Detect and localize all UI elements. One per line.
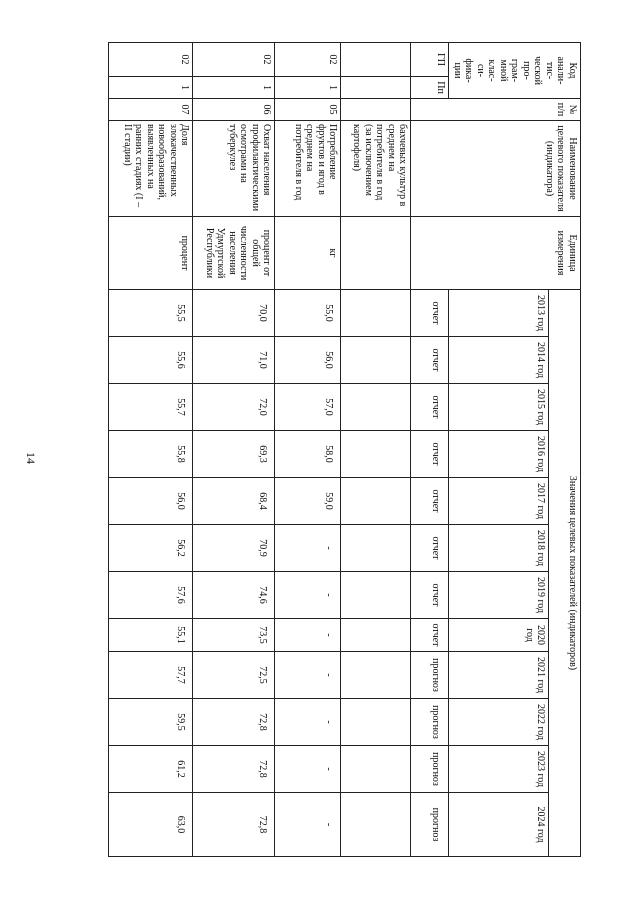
value-cell: 70,9	[193, 525, 275, 572]
value-cell: 69,3	[193, 431, 275, 478]
value-cell: 59,0	[275, 478, 341, 525]
status-cell: отчет	[411, 619, 449, 652]
year-header: 2014 год	[449, 337, 549, 384]
value-cell	[341, 793, 411, 857]
value-cell: -	[275, 746, 341, 793]
name-cell: бахчевых культур в среднем на потребителя в год (за исключением картофеля)	[341, 121, 411, 217]
gp-cell: 02	[109, 43, 193, 77]
value-cell: 55,1	[109, 619, 193, 652]
code-line: мной	[498, 59, 509, 82]
value-cell	[341, 384, 411, 431]
value-cell	[341, 699, 411, 746]
value-cell: -	[275, 652, 341, 699]
pp-cell	[341, 77, 411, 99]
unit-cell: процент	[109, 217, 193, 290]
year-header: 2023 год	[449, 746, 549, 793]
value-cell: 61,2	[109, 746, 193, 793]
value-cell	[341, 746, 411, 793]
status-cell: отчет	[411, 431, 449, 478]
name-cell: Потребление фруктов и ягод в среднем на потребителя в год	[275, 121, 341, 217]
header-pp: Пп	[411, 77, 449, 99]
header-name: Наименование целевого показателя (индикатора)	[411, 121, 581, 217]
year-header: 2013 год	[449, 290, 549, 337]
num-cell: 06	[193, 99, 275, 121]
table-row	[275, 43, 341, 857]
value-cell: 56,2	[109, 525, 193, 572]
value-cell: -	[275, 793, 341, 857]
code-line: про-	[521, 61, 532, 80]
header-code	[449, 43, 581, 99]
code-line: Код	[567, 62, 578, 79]
code-line: тис-	[544, 61, 555, 80]
value-cell: 72,0	[193, 384, 275, 431]
status-cell: прогноз	[411, 652, 449, 699]
num-cell	[341, 99, 411, 121]
pp-cell: 1	[193, 77, 275, 99]
status-cell: отчет	[411, 525, 449, 572]
year-header: 2018 год	[449, 525, 549, 572]
value-cell: -	[275, 525, 341, 572]
value-cell	[341, 652, 411, 699]
value-cell: 68,4	[193, 478, 275, 525]
value-cell: 63,0	[109, 793, 193, 857]
table-row	[341, 43, 411, 857]
value-cell: 55,5	[109, 290, 193, 337]
value-cell: 55,0	[275, 290, 341, 337]
gp-cell: 02	[193, 43, 275, 77]
header-num: № п/п	[411, 99, 581, 121]
code-line: анали-	[555, 56, 567, 85]
header-unit: Единица измерения	[411, 217, 581, 290]
status-cell: прогноз	[411, 699, 449, 746]
page-number: 14	[24, 452, 38, 464]
value-cell: -	[275, 699, 341, 746]
unit-cell: кг	[275, 217, 341, 290]
code-line: ческой	[532, 56, 544, 85]
status-cell: отчет	[411, 290, 449, 337]
pp-cell: 1	[275, 77, 341, 99]
year-header: 2017 год	[449, 478, 549, 525]
value-cell: 72,5	[193, 652, 275, 699]
indicator-table	[109, 42, 582, 857]
value-cell: 72,8	[193, 793, 275, 857]
year-header: 2016 год	[449, 431, 549, 478]
code-line: ции	[452, 62, 463, 79]
value-cell: 73,5	[193, 619, 275, 652]
gp-cell: 02	[275, 43, 341, 77]
code-line: клас-	[486, 59, 498, 82]
value-cell: 72,8	[193, 746, 275, 793]
value-cell	[341, 572, 411, 619]
year-header: 2015 год	[449, 384, 549, 431]
value-cell: 55,8	[109, 431, 193, 478]
year-header: 2022 год	[449, 699, 549, 746]
value-cell: 71,0	[193, 337, 275, 384]
value-cell	[341, 619, 411, 652]
value-cell: 57,0	[275, 384, 341, 431]
year-header: 2021 год	[449, 652, 549, 699]
value-cell: 59,5	[109, 699, 193, 746]
year-header: 2019 год	[449, 572, 549, 619]
pp-cell: 1	[109, 77, 193, 99]
value-cell: 70,0	[193, 290, 275, 337]
value-cell: 55,7	[109, 384, 193, 431]
code-line: грам-	[509, 58, 521, 83]
table-row	[109, 43, 193, 857]
header-values: Значения целевых показателей (индикаторов)	[549, 290, 581, 857]
value-cell	[341, 478, 411, 525]
num-cell: 05	[275, 99, 341, 121]
value-cell: 72,8	[193, 699, 275, 746]
status-cell: прогноз	[411, 746, 449, 793]
value-cell: 57,6	[109, 572, 193, 619]
status-cell: отчет	[411, 384, 449, 431]
code-line: си-	[475, 63, 486, 78]
unit-cell: процент от общей численности населения Удмуртской Республики	[193, 217, 275, 290]
status-cell: прогноз	[411, 793, 449, 857]
num-cell: 07	[109, 99, 193, 121]
value-cell: 56,0	[275, 337, 341, 384]
value-cell: 58,0	[275, 431, 341, 478]
status-cell: отчет	[411, 572, 449, 619]
header-gp: ГП	[411, 43, 449, 77]
value-cell	[341, 525, 411, 572]
value-cell	[341, 290, 411, 337]
value-cell: -	[275, 572, 341, 619]
name-cell: Охват населения профилактическими осмотрами на туберкулез	[193, 121, 275, 217]
value-cell: 56,0	[109, 478, 193, 525]
status-cell: отчет	[411, 478, 449, 525]
year-header: 2024 год	[449, 793, 549, 857]
rotated-table-container	[59, 42, 581, 857]
name-cell: Доля злокачественных новообразований, выявленных на ранних стадиях (I – II стадии)	[109, 121, 193, 217]
value-cell: 55,6	[109, 337, 193, 384]
value-cell: 57,7	[109, 652, 193, 699]
code-line: фика-	[463, 58, 475, 83]
value-cell: -	[275, 619, 341, 652]
status-cell: отчет	[411, 337, 449, 384]
year-header: 2020 год	[449, 619, 549, 652]
value-cell	[341, 431, 411, 478]
value-cell: 74,6	[193, 572, 275, 619]
unit-cell	[341, 217, 411, 290]
gp-cell	[341, 43, 411, 77]
value-cell	[341, 337, 411, 384]
table-row	[193, 43, 275, 857]
